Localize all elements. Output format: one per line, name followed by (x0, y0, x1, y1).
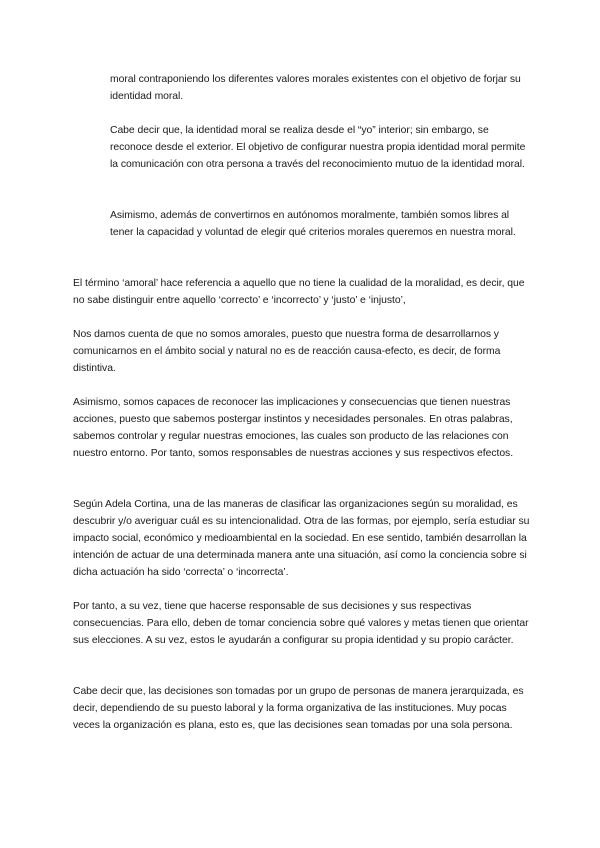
paragraph-adela-cortina: Según Adela Cortina, una de las maneras de clasificar las organizaciones según su moralidad, es descubrir y/o averiguar cuál es su intencionalidad. Otra de las formas, por ejemplo, sería estudiar su impacto social, económico y medioambiental en la sociedad. En ese sentido, también desarrollan la intención de actuar de una determinada manera ante una situación, así como la conciencia sobre si dicha actuación ha sido ‘correcta’ o ‘incorrecta’. (73, 499, 530, 578)
indented-paragraph-1: moral contraponiendo los diferentes valores morales existentes con el objetivo de forjar su identidad moral. (110, 74, 521, 102)
indented-paragraph-3: Asimismo, además de convertirnos en autónomos moralmente, también somos libres al tener la capacidad y voluntad de elegir qué criterios morales queremos en nuestra moral. (110, 210, 516, 238)
paragraph-decisions: Por tanto, a su vez, tiene que hacerse responsable de sus decisiones y sus respectivas consecuencias. Para ello, deben de tomar conciencia sobre qué valores y metas tienen que orientar sus elecciones. A su vez, estos le ayudarán a configurar su propia identidad y su propio carácter. (73, 601, 529, 646)
indented-paragraph-2: Cabe decir que, la identidad moral se realiza desde el “yo” interior; sin embargo, se reconoce desde el exterior. El objetivo de configurar nuestra propia identidad moral permite la comunicación con otra persona a través del reconocimiento mutuo de la identidad moral. (110, 125, 526, 170)
paragraph-responsibility: Asimismo, somos capaces de reconocer las implicaciones y consecuencias que tienen nuestras acciones, puesto que sabemos postergar instintos y necesidades personales. En otras palabras, sabemos controlar y regular nuestras emociones, las cuales son producto de las relaciones con nuestro entorno. Por tanto, somos responsables de nuestras acciones y sus respectivos efectos. (73, 397, 514, 459)
paragraph-hierarchy: Cabe decir que, las decisiones son tomadas por un grupo de personas de manera jerarquizada, es decir, dependiendo de su puesto laboral y la forma organizativa de las instituciones. Muy pocas veces la organización es plana, esto es, que las decisiones sean tomadas por una sola persona. (73, 686, 524, 731)
paragraph-amoral-definition: El término ‘amoral’ hace referencia a aquello que no tiene la cualidad de la moralidad, es decir, que no sabe distinguir entre aquello ‘correcto’ e ‘incorrecto’ y ‘justo’ e ‘injusto’, (73, 278, 525, 306)
paragraph-not-amoral: Nos damos cuenta de que no somos amorales, puesto que nuestra forma de desarrollarnos y comunicarnos en el ámbito social y natural no es de reacción causa-efecto, es decir, de forma distintiva. (73, 329, 501, 374)
